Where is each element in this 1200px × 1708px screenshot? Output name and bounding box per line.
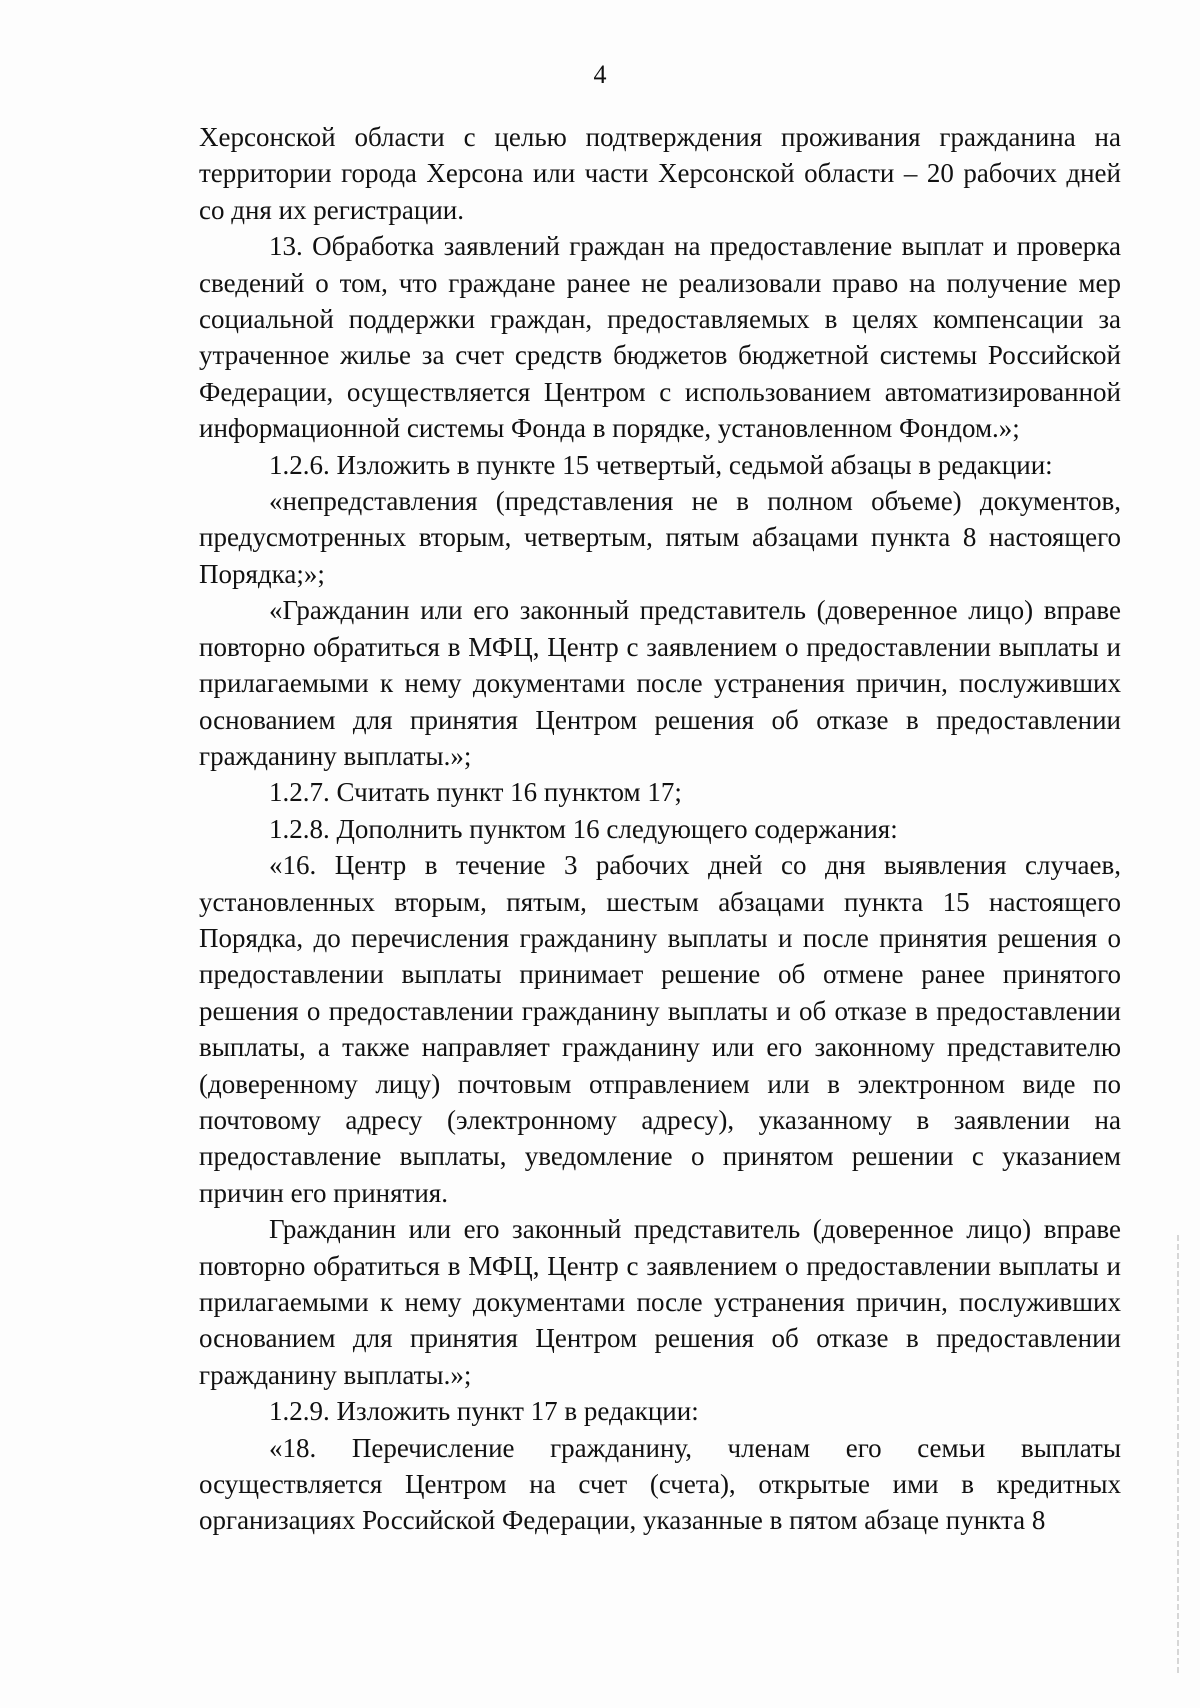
paragraph-1-2-8: 1.2.8. Дополнить пунктом 16 следующего содержания: <box>269 813 898 844</box>
page-number: 4 <box>593 60 607 89</box>
paragraph-reapply-2: Гражданин или его законный представитель (доверенное лицо) вправе повторно обратиться в МФЦ, Центр с заявлением о предоставлении выплаты и прилагаемыми к нему документами после устранения причин, послуживших основанием для принятия Центром решения об отказе в предоставлении гражданину выплаты.»; <box>199 1214 1121 1390</box>
paragraph-continuation: Херсонской области с целью подтверждения проживания гражданина на территории города Херсона или части Херсонской области – 20 рабочих дней со дня их регистрации. <box>199 122 1121 225</box>
document-body <box>199 119 1121 1539</box>
paragraph-item-18: «18. Перечисление гражданину, членам его семьи выплаты осуществляется Центром на счет (счета), открытые ими в кредитных организациях Российской Федерации, указанные в пятом абзаце пункта 8 <box>199 1432 1121 1536</box>
scan-edge-mark <box>1177 1235 1179 1675</box>
paragraph-item-16: «16. Центр в течение 3 рабочих дней со дня выявления случаев, установленных вторым, пятым, шестым абзацами пункта 15 настоящего Порядка, до перечисления гражданину выплаты и после принятия решения о предоставлении выплаты принимает решение об отмене ранее принятого решения о предоставлении гражданину выплаты и об отказе в предоставлении выплаты, а также направляет гражданину или его законному представителю (доверенному лицу) почтовым отправлением или в электронном виде по почтовому адресу (электронному адресу), указанному в заявлении на предоставление выплаты, уведомление о принятом решении с указанием причин его принятия. <box>199 850 1121 1208</box>
paragraph-1-2-9: 1.2.9. Изложить пункт 17 в редакции: <box>269 1396 699 1427</box>
paragraph-1-2-7: 1.2.7. Считать пункт 16 пунктом 17; <box>269 777 682 808</box>
paragraph-quote-nonsubmission: «непредставления (представления не в полном объеме) документов, предусмотренных вторым, четвертым, пятым абзацами пункта 8 настоящего Порядка;»; <box>199 486 1121 589</box>
paragraph-item-13: 13. Обработка заявлений граждан на предоставление выплат и проверка сведений о том, что граждане ранее не реализовали право на получение мер социальной поддержки граждан, предоставляемых в целях компенсации за утраченное жилье за счет средств бюджетов бюджетной системы Российской Федерации, осуществляется Центром с использованием автоматизированной информационной системы Фонда в порядке, установленном Фондом.»; <box>199 231 1121 444</box>
paragraph-1-2-6: 1.2.6. Изложить в пункте 15 четвертый, седьмой абзацы в редакции: <box>269 449 1053 480</box>
paragraph-quote-reapply: «Гражданин или его законный представитель (доверенное лицо) вправе повторно обратиться в МФЦ, Центр с заявлением о предоставлении выплаты и прилагаемыми к нему документами после устранения причин, послуживших основанием для принятия Центром решения об отказе в предоставлении гражданину выплаты.»; <box>199 595 1121 771</box>
